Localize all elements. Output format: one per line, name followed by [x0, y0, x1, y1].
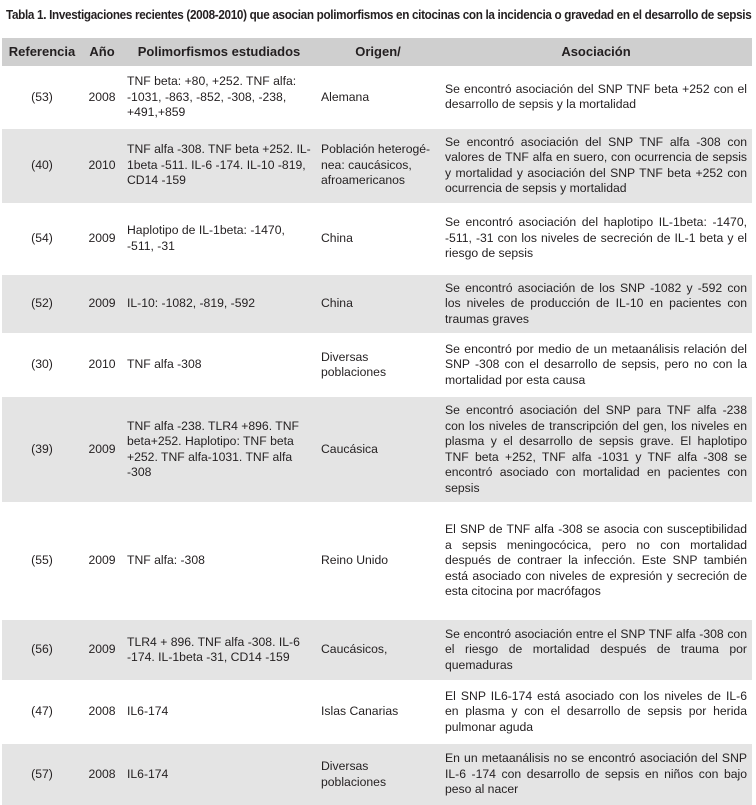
- table-row: [2, 619, 752, 681]
- cell-polimorfismos: TNF beta: +80, +252. TNF alfa: -1031, -863, -852, -308, -238, +491,+859: [122, 67, 316, 128]
- cell-origen: Diversas poblaciones: [316, 334, 440, 396]
- cell-polimorfismos: TNF alfa -308. TNF beta +252. IL-1beta -511. IL-6 -174. IL-10 -819, CD14 -159: [122, 128, 316, 204]
- header-ano: Año: [82, 38, 122, 67]
- cell-origen: Diversas poblaciones: [316, 743, 440, 805]
- cell-asociacion: Se encontró por medio de un metaanálisis relación del SNP -308 con el desarrollo de sepsis, pero no con la mortalidad por esta causa: [440, 334, 752, 396]
- cell-ano: 2009: [82, 274, 122, 335]
- header-referencia: Referencia: [2, 38, 82, 67]
- table-row: [2, 396, 752, 503]
- cell-origen: Caucásica: [316, 396, 440, 503]
- cell-polimorfismos: TNF alfa -238. TLR4 +896. TNF beta+252. Haplotipo: TNF beta +252. TNF alfa-1031. TNF alfa -308: [122, 396, 316, 503]
- table-row: [2, 67, 752, 128]
- table-row: [2, 204, 752, 274]
- cell-origen: Alemana: [316, 67, 440, 128]
- table-row: [2, 743, 752, 805]
- table-caption: Tabla 1. Investigaciones recientes (2008-2010) que asocian polimorfismos en citocinas con la incidencia o gravedad en el desarrollo de sepsis: [6, 8, 752, 22]
- cell-asociacion: El SNP de TNF alfa -308 se asocia con susceptibilidad a sepsis meningocócica, pero no con mortalidad después de contraer la infección. Este SNP también está asociado con niveles de expresión y secreción de esta citocina por macrófagos: [440, 503, 752, 619]
- header-asociacion: Asociación: [440, 38, 752, 67]
- cell-ano: 2008: [82, 67, 122, 128]
- table-row: [2, 681, 752, 743]
- cell-ano: 2010: [82, 128, 122, 204]
- header-origen: Origen/: [316, 38, 440, 67]
- cell-asociacion: Se encontró asociación del SNP para TNF alfa -238 con los niveles de transcripción del gen, los niveles en plasma y el desarrollo de sepsis grave. El haplotipo TNF beta +252, TNF alfa -1031 y TNF alfa -308 se encontró asociado con mortalidad en pacientes con sepsis: [440, 396, 752, 503]
- cell-asociacion: En un metaanálisis no se encontró asociación del SNP IL-6 -174 con desarrollo de sepsis en niños con bajo peso al nacer: [440, 743, 752, 805]
- cell-asociacion: Se encontró asociación del SNP TNF beta +252 con el desarrollo de sepsis y la mortalidad: [440, 67, 752, 128]
- cell-origen: Islas Canarias: [316, 681, 440, 743]
- cell-ano: 2009: [82, 204, 122, 274]
- cell-origen: China: [316, 204, 440, 274]
- cell-polimorfismos: TLR4 + 896. TNF alfa -308. IL-6 -174. IL-1beta -31, CD14 -159: [122, 619, 316, 681]
- cell-ano: 2010: [82, 334, 122, 396]
- cell-ano: 2008: [82, 743, 122, 805]
- cell-asociacion: El SNP IL6-174 está asociado con los niveles de IL-6 en plasma y con el desarrollo de sepsis por herida pulmonar aguda: [440, 681, 752, 743]
- cell-referencia: (53): [2, 67, 82, 128]
- table-row: [2, 503, 752, 619]
- cell-ano: 2008: [82, 681, 122, 743]
- cell-ano: 2009: [82, 503, 122, 619]
- cell-referencia: (55): [2, 503, 82, 619]
- table-row: [2, 274, 752, 335]
- cell-referencia: (54): [2, 204, 82, 274]
- cell-referencia: (40): [2, 128, 82, 204]
- cell-polimorfismos: IL6-174: [122, 743, 316, 805]
- cell-polimorfismos: IL-10: -1082, -819, -592: [122, 274, 316, 335]
- cell-referencia: (56): [2, 619, 82, 681]
- cell-referencia: (57): [2, 743, 82, 805]
- cell-referencia: (52): [2, 274, 82, 335]
- cell-asociacion: Se encontró asociación de los SNP -1082 y -592 con los niveles de producción de IL-10 en pacientes con traumas graves: [440, 274, 752, 335]
- sepsis-polymorphism-table: [2, 38, 752, 805]
- cell-ano: 2009: [82, 619, 122, 681]
- cell-origen: Caucásicos,: [316, 619, 440, 681]
- cell-referencia: (47): [2, 681, 82, 743]
- cell-origen: China: [316, 274, 440, 335]
- cell-polimorfismos: Haplotipo de IL-1beta: -1470, -511, -31: [122, 204, 316, 274]
- cell-polimorfismos: IL6-174: [122, 681, 316, 743]
- cell-asociacion: Se encontró asociación del SNP TNF alfa -308 con valores de TNF alfa en suero, con ocurrencia de sepsis y mortalidad y asociación del SNP TNF beta +252 con ocurrencia de sepsis y mortalidad: [440, 128, 752, 204]
- table-row: [2, 128, 752, 204]
- cell-origen: Población heterogé-nea: caucásicos, afroamericanos: [316, 128, 440, 204]
- cell-referencia: (39): [2, 396, 82, 503]
- cell-asociacion: Se encontró asociación entre el SNP TNF alfa -308 con el riesgo de mortalidad después de trauma por quemaduras: [440, 619, 752, 681]
- table-header-row: [2, 38, 752, 67]
- table-row: [2, 334, 752, 396]
- cell-asociacion: Se encontró asociación del haplotipo IL-1beta: -1470, -511, -31 con los niveles de secreción de IL-1 beta y el riesgo de sepsis: [440, 204, 752, 274]
- cell-ano: 2009: [82, 396, 122, 503]
- cell-polimorfismos: TNF alfa -308: [122, 334, 316, 396]
- header-polimorfismos: Polimorfismos estudiados: [122, 38, 316, 67]
- cell-origen: Reino Unido: [316, 503, 440, 619]
- cell-referencia: (30): [2, 334, 82, 396]
- cell-polimorfismos: TNF alfa: -308: [122, 503, 316, 619]
